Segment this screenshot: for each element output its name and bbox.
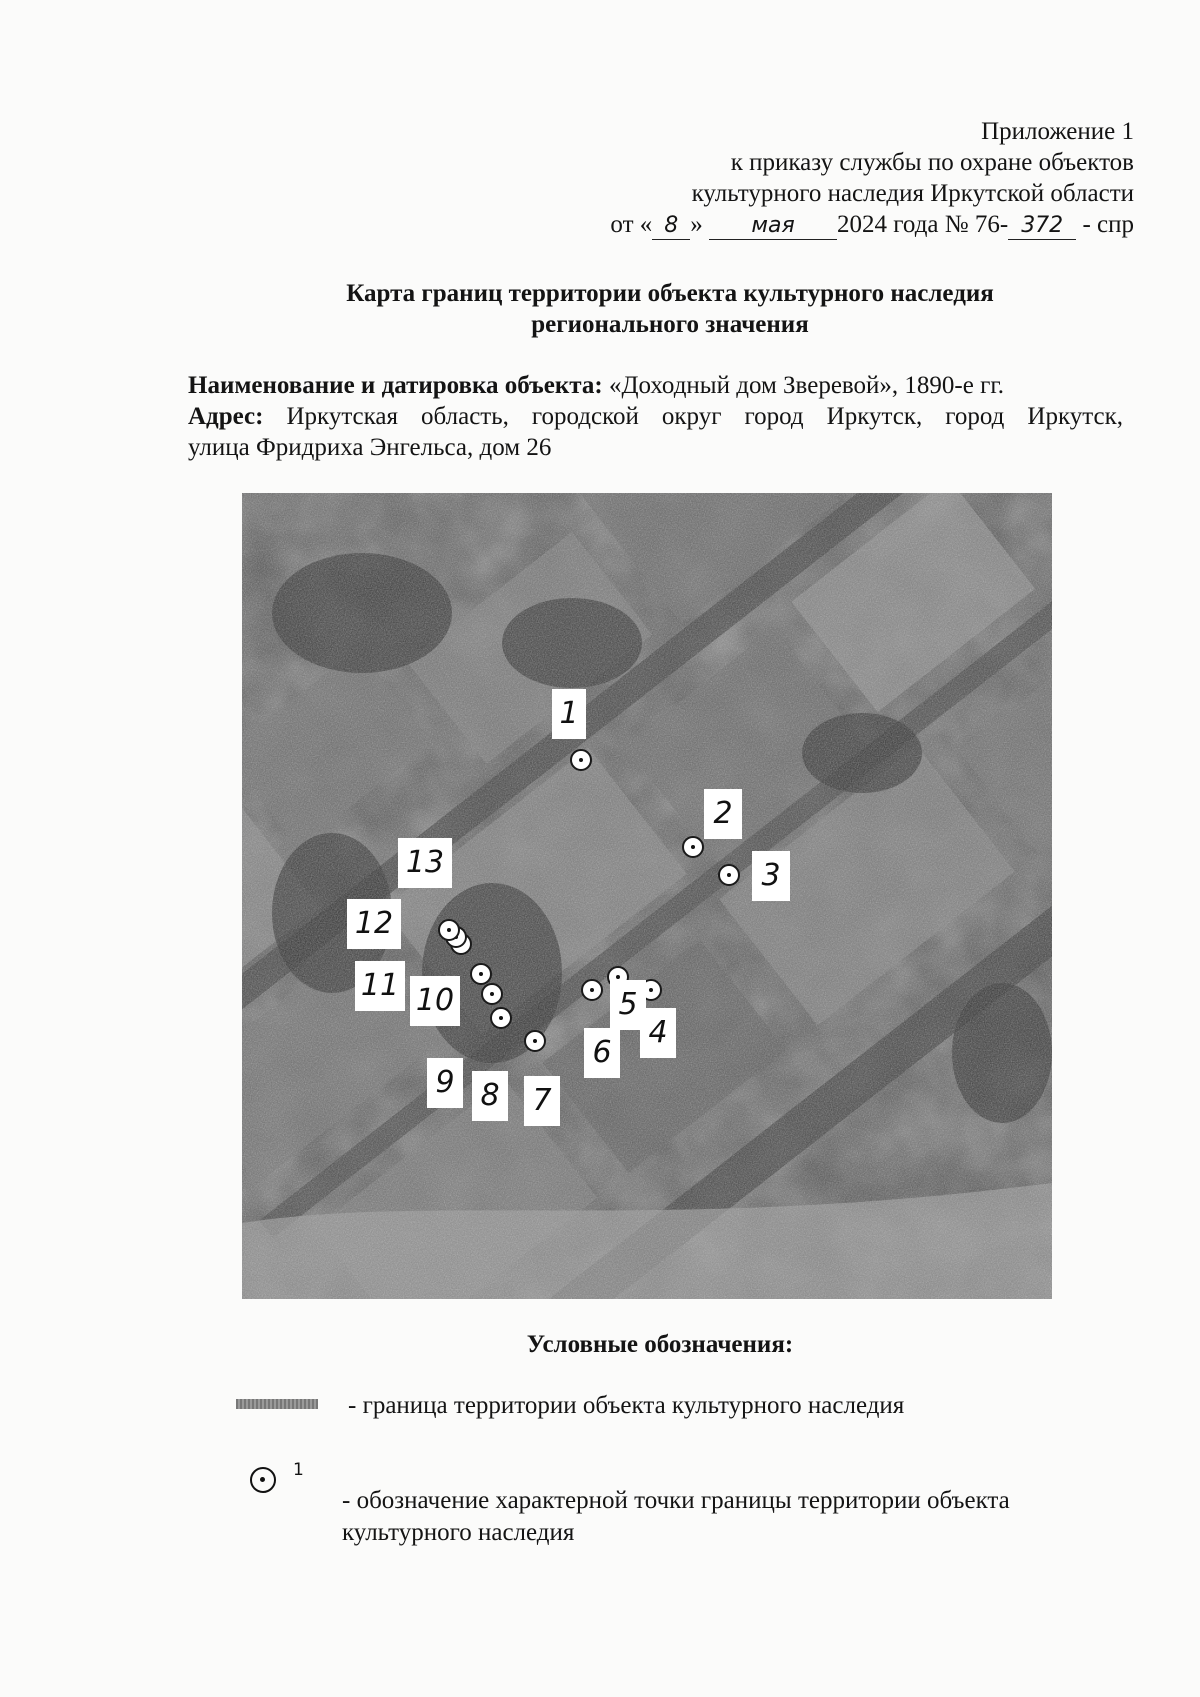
point-label-8: 8 [472,1071,508,1121]
legend-point-number: 1 [293,1460,304,1480]
boundary-point-9 [481,983,503,1005]
aerial-imagery [242,493,1052,1299]
point-label-2: 2 [704,789,742,839]
point-label-6: 6 [584,1028,620,1078]
aerial-map [242,493,1052,1299]
order-reference: к приказу службы по охране объектов [730,149,1134,176]
boundary-point-7 [524,1030,546,1052]
order-number: 372 [1008,213,1076,240]
object-name-value: «Доходный дом Зверевой», 1890-е гг. [608,372,1005,399]
date-mid: » [690,211,703,238]
legend-title: Условные обозначения: [526,1331,794,1358]
point-label-10: 10 [410,976,460,1026]
object-name-label: Наименование и датировка объекта: [188,372,603,399]
appendix-number: Приложение 1 [981,118,1134,145]
legend-point-text: - обозначение характерной точки границы территории объекта культурного наследия [342,1487,1010,1546]
point-label-7: 7 [524,1076,560,1126]
address-row [188,401,1123,432]
boundary-point-2 [682,836,704,858]
legend-boundary-text: - граница территории объекта культурного наследия [348,1392,905,1419]
boundary-point-3 [718,864,740,886]
boundary-point-6 [581,979,603,1001]
address-line-2: улица Фридриха Энгельса, дом 26 [188,434,552,461]
boundary-point-1 [570,749,592,771]
point-label-1: 1 [552,689,586,739]
document-title [290,278,1050,340]
point-label-11: 11 [355,961,405,1011]
date-month: мая [709,213,837,240]
object-info [188,370,1123,463]
appendix-header [610,116,1134,240]
address-label: Адрес: [188,403,264,430]
object-name-row [188,370,1123,401]
point-label-4: 4 [640,1008,676,1058]
title-line-1: Карта границ территории объекта культурного наследия [346,280,994,307]
boundary-point-13 [438,919,460,941]
point-marker-icon [250,1467,276,1493]
point-label-5: 5 [610,980,646,1030]
point-label-12: 12 [347,899,401,949]
order-date-line [610,209,1134,240]
date-year: 2024 года № 76- [837,211,1009,238]
agency-name: культурного наследия Иркутской области [691,180,1134,207]
point-label-9: 9 [427,1058,463,1108]
order-suffix: - спр [1082,211,1134,238]
boundary-point-10 [470,963,492,985]
date-prefix: от « [610,211,653,238]
point-label-3: 3 [752,851,790,901]
point-label-13: 13 [398,838,452,888]
address-line-1: Иркутская область, городской округ город Иркутск, город Иркутск, [286,403,1123,430]
boundary-line-symbol [236,1399,318,1409]
boundary-point-8 [490,1007,512,1029]
title-line-2: регионального значения [531,311,809,338]
date-day: 8 [652,213,690,240]
